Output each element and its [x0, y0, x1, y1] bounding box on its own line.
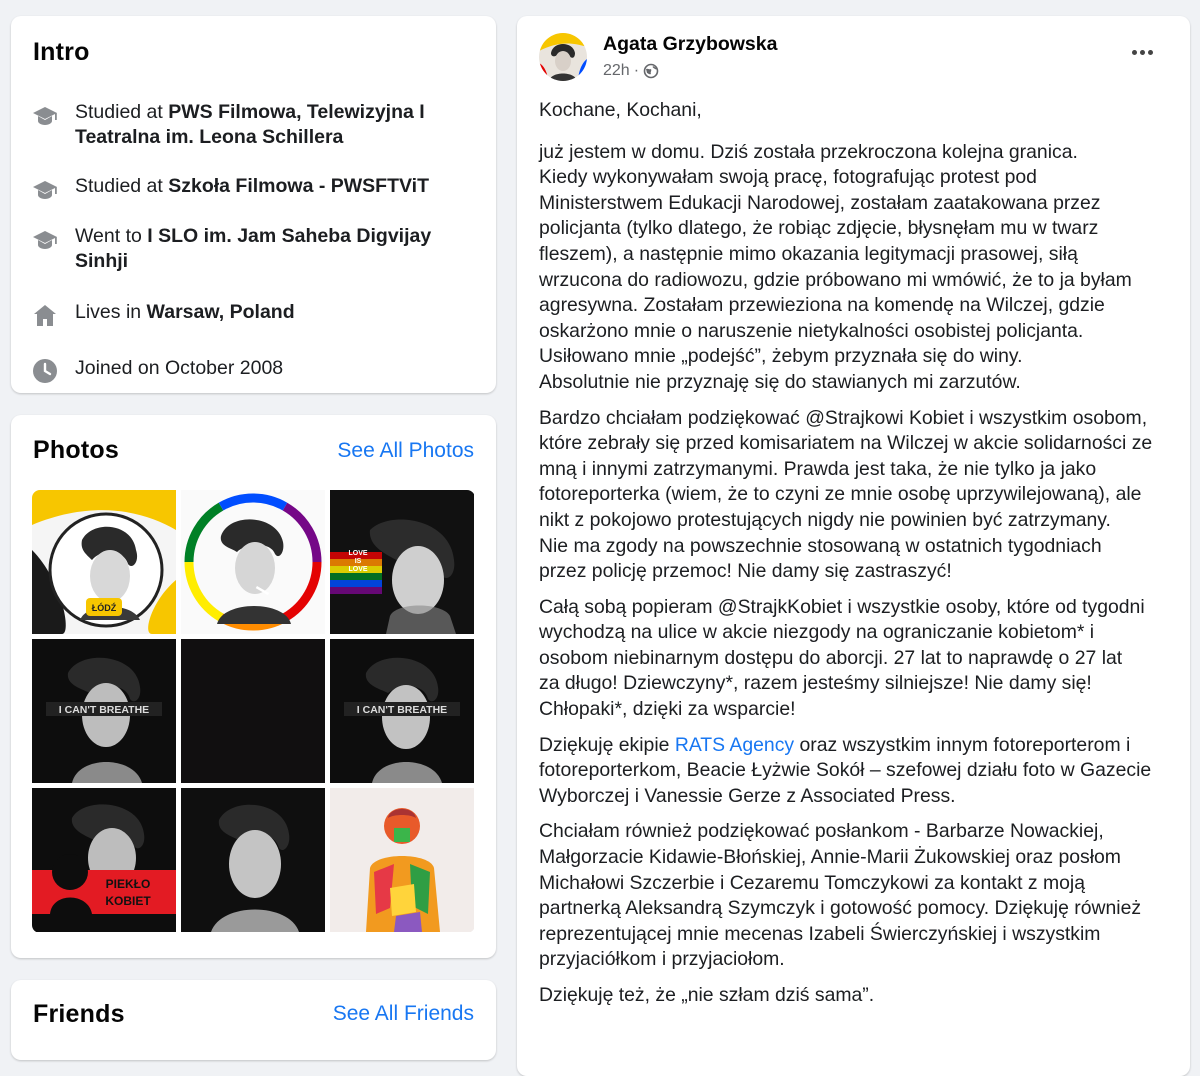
rainbow-frame-photo	[181, 490, 325, 634]
intro-item-text: Studied at Szkoła Filmowa - PWSFTViT	[75, 175, 429, 197]
dark-photo	[181, 639, 325, 783]
post-paragraph: Chciałam również podziękować posłankom - Barbarze Nowackiej, Małgorzacie Kidawie-Błońskiej, Annie-Marii Żukowskiej oraz posłom Michałowi Szczerbie i Cezaremu Tomczykowi za kontakt z moją partnerką Aleksandrą Szymczyk i gotowość pomocy. Dziękuję również reprezentującej mnie mecenas Izabeli Świerczyńskiej i wszystkim przyjaciółkom i przyjaciołom.	[539, 820, 1142, 971]
photo-thumbnail[interactable]	[181, 639, 325, 783]
intro-item-education-1	[31, 100, 476, 150]
graduation-cap-icon	[31, 101, 59, 129]
school-link[interactable]: I SLO im. Jam Saheba Digvijay Sinhji	[75, 225, 432, 272]
cant-breathe-text: I CAN'T BREATHE	[356, 704, 448, 716]
photo-thumbnail[interactable]	[32, 788, 176, 932]
post-card	[517, 16, 1190, 1076]
badge-text: ŁÓDŹ	[91, 603, 117, 613]
post-meta	[603, 62, 659, 80]
portrait-photo	[181, 788, 325, 932]
photo-thumbnail[interactable]	[330, 788, 474, 932]
photos-card	[11, 415, 496, 958]
cant-breathe-photo	[330, 639, 474, 783]
friends-card	[11, 980, 496, 1060]
intro-item-education-2	[31, 174, 476, 203]
school-link[interactable]: Szkoła Filmowa - PWSFTViT	[168, 175, 429, 197]
clock-icon	[31, 357, 59, 385]
photo-thumbnail[interactable]	[330, 639, 474, 783]
graduation-cap-icon	[31, 225, 59, 253]
intro-card	[11, 16, 496, 393]
avatar-image	[539, 33, 587, 81]
intro-title: Intro	[33, 38, 90, 66]
kobiet-text: KOBIET	[105, 894, 151, 908]
home-icon	[31, 301, 59, 329]
dot-icon	[1140, 50, 1145, 55]
is-text: IS	[354, 558, 362, 565]
friends-title: Friends	[33, 1000, 125, 1028]
post-timestamp[interactable]: 22h	[603, 62, 630, 79]
colorful-portrait-photo	[330, 788, 474, 932]
love-text: LOVE	[348, 566, 368, 573]
love-text: LOVE	[348, 550, 368, 557]
intro-item-text: Lives in Warsaw, Poland	[75, 301, 295, 323]
see-all-photos-link[interactable]: See All Photos	[337, 439, 474, 462]
avatar[interactable]	[539, 33, 587, 81]
intro-item-text: Joined on October 2008	[75, 357, 284, 379]
post-body	[539, 98, 1179, 1019]
intro-item-text: Studied at PWS Filmowa, Telewizyjna I Teatralna im. Leona Schillera	[75, 101, 425, 148]
graduation-cap-icon	[31, 175, 59, 203]
intro-item-location	[31, 300, 476, 329]
photo-thumbnail[interactable]	[32, 639, 176, 783]
photo-grid	[32, 490, 475, 933]
photo-thumbnail[interactable]	[181, 490, 325, 634]
photo-thumbnail[interactable]	[181, 788, 325, 932]
post-greeting: Kochane, Kochani,	[539, 99, 702, 121]
meta-separator: ·	[633, 62, 640, 79]
intro-item-text: Went to I SLO im. Jam Saheba Digvijay Sinhji	[75, 225, 432, 272]
more-options-button[interactable]	[1130, 42, 1160, 66]
intro-item-joined	[31, 356, 476, 385]
photos-title: Photos	[33, 436, 119, 464]
rats-agency-link[interactable]: RATS Agency	[674, 733, 795, 756]
post-paragraph: Bardzo chciałam podziękować @Strajkowi Kobiet i wszystkim osobom, które zebrały się przed komisariatem na Wilczej w akcie solidarności ze mną i innymi zatrzymanymi. Prawda jest taka, że nie tylko ja jako fotoreporterka (wiem, że to czyni ze mnie osobę uprzywilejowaną), ale nikt z pokojowo protestujących nigdy nie powinien być zatrzymany. Nie ma zgody na powszechnie stosowaną w ostatnich tygodniach przez policję przemoc! Nie damy się zastraszyć!	[539, 406, 1153, 583]
post-paragraph-thanks: Dziękuję ekipie RATS Agency oraz wszystkim innym fotoreporterom i fotoreporterkom, Beacie Łyżwie Sokół – szefowej działu foto w Gazecie Wyborczej i Vanessie Gerze z Associated Press.	[539, 733, 1152, 807]
profile-photo-frame	[32, 490, 176, 634]
school-link[interactable]: PWS Filmowa, Telewizyjna I Teatralna im. Leona Schillera	[75, 101, 425, 148]
intro-item-education-3	[31, 224, 476, 274]
post-paragraph: Całą sobą popieram @StrajkKobiet i wszystkie osoby, które od tygodni wychodzą na ulice w akcie niezgody na ograniczanie kobietom* i osobom niebinarnym dostępu do aborcji. 27 lat to naprawdę o 27 lat za długo! Dziewczyny*, razem jesteśmy silniejsze! Nie damy się! Chłopaki*, dzięki za wsparcie!	[539, 595, 1145, 721]
location-link[interactable]: Warsaw, Poland	[146, 301, 295, 323]
pieklo-text: PIEKŁO	[105, 877, 151, 891]
post-author-name[interactable]: Agata Grzybowska	[603, 33, 778, 55]
dot-icon	[1148, 50, 1153, 55]
post-paragraph: już jestem w domu. Dziś została przekroczona kolejna granica. Kiedy wykonywałam swoją pracę, fotografując protest pod Ministerstwem Edukacji Narodowej, zostałam zaatakowana przez policjanta (tylko dlatego, że robiąc zdjęcie, błysnęłam mu w twarz fleszem), a następnie mimo okazania legitymacji prasowej, siłą wrzucona do radiowozu, gdzie próbowano mi wmówić, że to ja byłam agresywna. Zostałam przewieziona na komendę na Wilczej, gdzie oskarżono mnie o naruszenie nietykalności osobistej policjanta. Usiłowano mnie „podejść”, żebym przyznała się do winy. Absolutnie nie przyznaję się do stawianych mi zarzutów.	[539, 140, 1132, 393]
see-all-friends-link[interactable]: See All Friends	[332, 1002, 474, 1025]
dot-icon	[1132, 50, 1137, 55]
cant-breathe-text: I CAN'T BREATHE	[58, 704, 150, 716]
love-is-love-photo	[330, 490, 474, 634]
globe-icon[interactable]	[643, 63, 659, 79]
photo-thumbnail[interactable]	[330, 490, 474, 634]
photo-thumbnail[interactable]	[32, 490, 176, 634]
post-paragraph: Dziękuję też, że „nie szłam dziś sama”.	[539, 984, 875, 1006]
cant-breathe-photo	[32, 639, 176, 783]
pieklo-kobiet-photo	[32, 788, 176, 932]
